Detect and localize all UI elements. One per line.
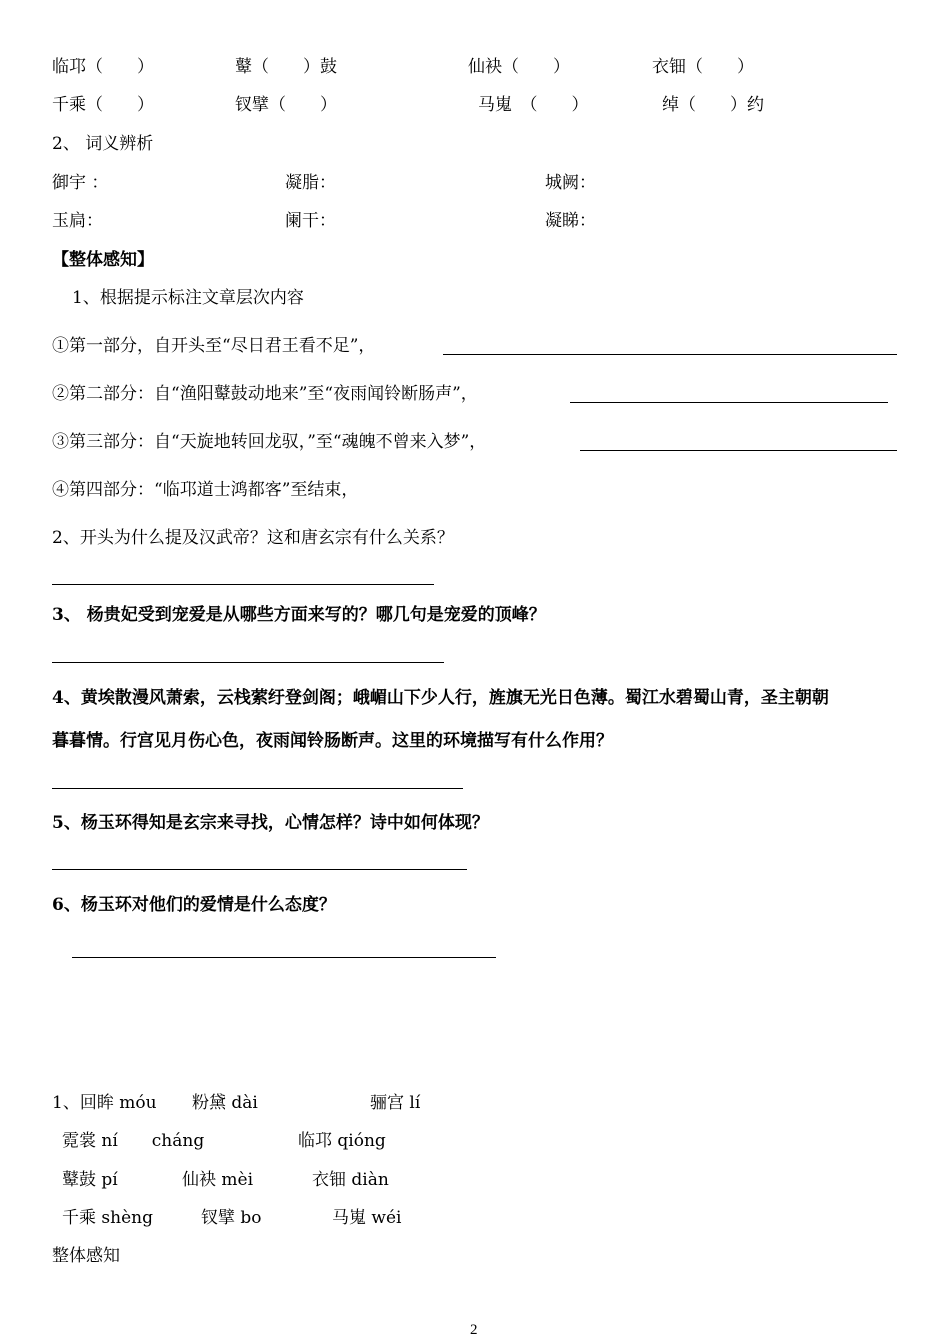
question-4-line-2: 暮暮情。行宫见月伤心色，夜雨闻铃肠断声。这里的环境描写有什么作用？	[52, 731, 613, 751]
question-6: 6、杨玉环对他们的爱情是什么态度？	[52, 895, 336, 915]
answer-fendai: 粉黛 dài	[192, 1093, 258, 1113]
question-4-answer-line[interactable]	[52, 788, 463, 789]
question-5: 5、杨玉环得知是玄宗来寻找，心情怎样？诗中如何体现？	[52, 813, 489, 833]
pinyin-item-chuoyue: 绰（ ）约	[662, 95, 764, 115]
part-two-answer-line[interactable]	[570, 402, 888, 403]
question-6-answer-line[interactable]	[72, 957, 496, 958]
vocab-item-yujiong: 玉扃：	[52, 211, 103, 231]
answer-huimou: 1、回眸 móu	[52, 1093, 157, 1113]
answer-pigu: 鼙鼓 pí	[62, 1170, 118, 1190]
answer-qiansheng: 千乘 shèng	[62, 1208, 153, 1228]
answer-nichang: 霓裳 ní cháng	[62, 1131, 205, 1151]
question-2: 2、开头为什么提及汉武帝？这和唐玄宗有什么关系？	[52, 528, 454, 548]
pinyin-item-qiansheng: 千乘（ ）	[52, 95, 154, 115]
answer-section-footer: 整体感知	[52, 1246, 120, 1266]
answer-linqiong: 临邛 qióng	[298, 1131, 386, 1151]
vocab-item-langan: 阑干：	[285, 211, 336, 231]
question-4-line-1: 4、黄埃散漫风萧索，云栈萦纡登剑阁；峨嵋山下少人行，旌旗无光日色薄。蜀江水碧蜀山青，圣主朝朝	[52, 688, 829, 708]
answer-xianmei: 仙袂 mèi	[182, 1170, 254, 1190]
part-one-answer-line[interactable]	[443, 354, 897, 355]
question-2-answer-line[interactable]	[52, 584, 434, 585]
answer-ligong: 骊宫 lí	[370, 1093, 421, 1113]
vocab-item-ningdi: 凝睇：	[545, 211, 596, 231]
section-heading-perception: 【整体感知】	[52, 250, 154, 270]
answer-chaibo: 钗擘 bo	[201, 1208, 262, 1228]
page-number: 2	[470, 1322, 478, 1338]
pinyin-item-chaibo: 钗擘（ ）	[235, 95, 337, 115]
perception-instruction: 1、根据提示标注文章层次内容	[72, 288, 304, 308]
part-one-label: ①第一部分，自开头至“尽日君王看不足”，	[52, 336, 376, 356]
answer-yidian: 衣钿 diàn	[312, 1170, 389, 1190]
part-four-label: ④第四部分：“临邛道士鸿都客”至结束，	[52, 480, 359, 500]
part-three-answer-line[interactable]	[580, 450, 897, 451]
vocab-item-chengque: 城阙：	[545, 173, 596, 193]
part-three-label: ③第三部分：自“天旋地转回龙驭，”至“魂魄不曾来入梦”，	[52, 432, 487, 452]
pinyin-item-pigu: 鼙（ ）鼓	[235, 57, 337, 77]
question-3-answer-line[interactable]	[52, 662, 444, 663]
question-5-answer-line[interactable]	[52, 869, 467, 870]
pinyin-item-xianmei: 仙袂（ ）	[468, 57, 570, 77]
vocab-heading: 2、 词义辨析	[52, 134, 154, 154]
answer-mawei: 马嵬 wéi	[332, 1208, 402, 1228]
pinyin-item-yidian: 衣钿（ ）	[652, 57, 754, 77]
pinyin-item-mawei: 马嵬 （ ）	[478, 95, 589, 115]
part-two-label: ②第二部分：自“渔阳鼙鼓动地来”至“夜雨闻铃断肠声”，	[52, 384, 478, 404]
question-3: 3、 杨贵妃受到宠爱是从哪些方面来写的？哪几句是宠爱的顶峰？	[52, 605, 546, 625]
vocab-item-yuyu: 御宇 ：	[52, 173, 109, 193]
pinyin-item-linqiong: 临邛（ ）	[52, 57, 154, 77]
vocab-item-ningzhi: 凝脂：	[285, 173, 336, 193]
